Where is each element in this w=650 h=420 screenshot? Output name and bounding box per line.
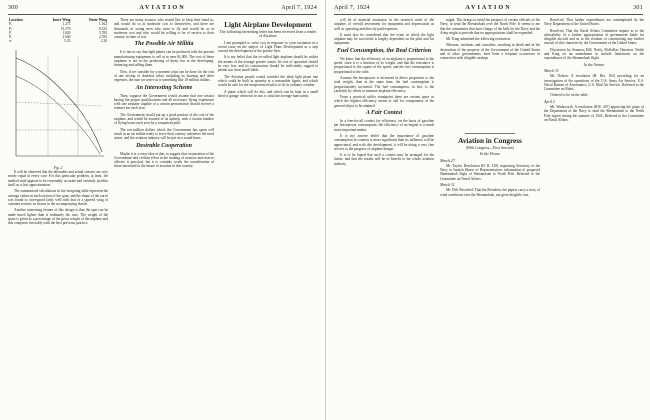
- table-cell: 1.273: [62, 22, 71, 27]
- stress-table: [8, 18, 108, 44]
- table-cell: 15,179: [60, 26, 71, 31]
- right-page: [325, 0, 650, 420]
- paragraph: A plane which will do this, and which can be kept in a small shed or garage when not in use, is what the average man wants.: [218, 89, 318, 98]
- right-column-1: [334, 18, 434, 416]
- table-cell: 1.162: [98, 22, 107, 27]
- right-column-2: [440, 18, 540, 416]
- paragraph: Whereas, incidents and casualties, resulting in death and in the destruction of the property of the Government of the United States and of other governments, have been a frequent occurrence in connection with dirigible airships.: [440, 43, 540, 61]
- table-cell: P₁: [9, 22, 13, 27]
- paragraph: Maybe it is a crazy idea at that, to suggest that cooperation of the Government and civilian effort in the training of aviators and reserve officers is practical, but it is certainly worth the consideration of those interested in the future of aviation in this country.: [114, 151, 214, 169]
- table-cell: 1.020: [62, 30, 71, 35]
- chamber-label: In the House: [479, 151, 501, 157]
- entry-date: March 31: [440, 183, 455, 188]
- section-heading: Fuel Consumption, the Real Criterion: [336, 47, 432, 54]
- table-row: [8, 39, 108, 43]
- paragraph: The Government would put up a good portion of the cost of the airplane, and would be assured of its upkeep, with a certain number of flying hours each year by a competent pilot.: [114, 112, 214, 126]
- table-cell: 3.700: [98, 30, 107, 35]
- table-cell: 2.640: [62, 35, 71, 40]
- article-subtitle: (68th Congress—First Session): [466, 146, 514, 150]
- left-column-1: [8, 18, 108, 416]
- paragraph: I am prompted to write you in response to your invitation in a recent issue on the subject of Light Plane Development as a step toward the development of the private flyer.: [218, 40, 318, 54]
- paragraph: It is fair to say that light planes can be produced with the present manufacturing equipment to sell at or near $1,000. The cost of these airplanes is not in the producing of them, but in the developing, financing and selling them.: [114, 50, 214, 68]
- article-title: Light Airplane Development: [224, 21, 312, 29]
- table-cell: 5.23: [64, 39, 71, 44]
- paragraph: Assume the horsepower is increased in direct proportion to the total weight, then at the same time, the fuel consumption is proportionately increased. The fuel consumption, in fact, is the yardstick by which to measure airplane efficiency.: [334, 75, 434, 93]
- paragraph: Discussion by Senators Dill, Neely, McKellar, Harrison, Walsh and King on an amendment to include limitations on the expenditures of the Shenandoah flight.: [544, 47, 644, 61]
- table-cell: w: [9, 39, 12, 44]
- entry-date: March 31: [544, 68, 559, 73]
- page-number: 301: [633, 4, 643, 11]
- paragraph: Mr. Wadsworth. A resolution (H.R. 267) approving the plans of the Department of the Navy to send the Shenandoah to the North Pole region during the summer of 1924. Referred to the Committee on Naval Affairs.: [544, 105, 644, 122]
- table-cell: 2.26: [100, 39, 107, 44]
- table-header: Outer Wing: [88, 18, 107, 22]
- table-cell: P₁: [9, 30, 13, 35]
- issue-date: April 7, 1924: [281, 4, 317, 11]
- stress-curve-graph: [8, 46, 108, 164]
- divider: [465, 133, 515, 134]
- table-header: Inner Wing: [52, 18, 71, 22]
- paragraph: The Aviation people would consider the ideal light plane one which could be built in quantity at a reasonable figure, and which would be safe for the inexperienced pilot to fly in ordinary weather.: [218, 74, 318, 88]
- table-cell: 2.550: [98, 35, 107, 40]
- section-heading: A Fair Contest: [365, 110, 403, 117]
- paragraph: The ten million dollars which the Government has spent will result in an air militia ready to serve their country whenever the need arises, and the aviation industry will be put on a sound basis.: [114, 127, 214, 141]
- section-heading: An Interesting Scheme: [135, 84, 193, 91]
- paragraph: Mr. Taylor. Resolution (H. R. 149) requesting Secretary of the Navy to furnish House of Representatives information of proposed Shenandoah flight of Shenandoah to North Pole. Referred to the Committee on Naval Affairs.: [440, 163, 540, 181]
- paragraph: Mr. Nelson. A resolution (H. Res. 163) providing for an investigation of the operations of the U.S. Army Air Service, U.S. Naval Bureau of Aeronautics, U.S. Mail Air Service. Referred to the Committee on Rules.: [544, 74, 644, 92]
- paragraph: We know that the efficiency of an airplane is proportional to the speed, since it is a function of its weight, and that the resistance is proportional to the square of the speed, and the fuel consumption is proportional to the cube.: [334, 56, 434, 74]
- paragraph: Ordered to lie on the table.: [550, 93, 589, 98]
- issue-date: April 7, 1924: [334, 4, 370, 11]
- paragraph: Another interesting feature of this design is that the spar can be made much lighter than is ordinarily the case. The weight of the spars is given as a percentage of the gross weight of the airplane and this compares favorably with the best previous practice.: [8, 208, 108, 226]
- section-heading: Desirable Cooperation: [136, 142, 192, 149]
- entry-date: March 27: [440, 158, 455, 163]
- table-header: Location: [9, 18, 23, 22]
- paragraph: It is my belief that the so-called light airplane should be within the means of the average private owner. Its cost of operation should be very low, and its construction should be sufficiently rugged to permit use from small fields.: [218, 55, 318, 73]
- chamber-label: In the Senate: [583, 61, 605, 67]
- paragraph: Now, if we consider for a moment what can be done for the cost of one airship of doubtful value, including its housing and other expenses, the sum we arrive at is something like 10 million dollars.: [114, 69, 214, 83]
- journal-title: AVIATION: [465, 4, 512, 11]
- page-number: 300: [8, 4, 18, 11]
- entry-date: April 2: [544, 99, 555, 104]
- section-heading: The Possible Air Militia: [134, 41, 194, 48]
- paragraph: It is my sincere belief that the importance of gasoline consumption in contests is more significant than its influence will be appreciated, and with this development, it will be doing a very fine service to the progress of airplane design.: [334, 133, 434, 151]
- paragraph: In a free-for-all contest for efficiency, on the basis of gasoline per horsepower consumption, the efficiency of an engine is a much more important matter.: [334, 119, 434, 132]
- paragraph: It will be observed that the allowable and actual stresses are very nearly equal in every case. For this particular problem, at least, the method used appears to be reasonably accurate and certainly justifies itself as a first approximation.: [8, 170, 108, 187]
- paragraph: It is to be hoped that such a contest may be arranged for the future, and that the results will be of benefit to the whole aviation industry.: [334, 153, 434, 166]
- paragraph: Then, suppose the Government would assume that one aviator having the proper qualifications and all necessary flying experience with one airplane capable of a certain performance should receive a retainer fee each year.: [114, 93, 214, 111]
- paragraph: Resolved, That the Naval Affairs Committee inquire as to the advisability of a further appropriation of government funds for dirigible aircraft and as to the wisdom of constructing any further aircraft of this character by the Government of the United States.: [544, 28, 644, 46]
- table-cell: P₂: [9, 35, 13, 40]
- column-top-block: [440, 18, 540, 130]
- paragraph: It must also be considered that the event in which the light airplane may be successful is largely dependent on the pilot and his equipment.: [334, 32, 434, 46]
- paragraph: Mr. King submitted the following resolution:: [446, 37, 511, 42]
- left-column-2: [114, 18, 214, 416]
- paragraph: The summarized calculations in the foregoing table represent the average values in each section of the span, and the shape of the curve was found to correspond fairly well with that of a tapered wing of constant section, as shown in the accompanying sketch.: [8, 189, 108, 207]
- table-cell: Pᵤ: [9, 26, 13, 31]
- article-subtitle: The following interesting letter has been received from a reader of Aviation:: [219, 30, 317, 39]
- header-rule: [8, 14, 317, 15]
- paragraph: Resolved, That further expenditures are contemplated by the Navy Department of the United States.: [544, 18, 644, 27]
- header-rule: [334, 14, 643, 15]
- article-title: Aviation in Congress: [458, 137, 522, 145]
- table-cell: 8,525: [98, 26, 107, 31]
- journal-title: AVIATION: [139, 4, 186, 11]
- paragraph: will be of material assistance in the research work of the airplane, of overall investment for equipment and depreciation as well as operating and directly paid expenses.: [334, 18, 434, 31]
- graph-caption: Fig. 2: [53, 165, 63, 170]
- paragraph: From a practical utility standpoint there are certain types in which the highest efficiency seems to call for compromise of the general object to be attained.: [334, 95, 434, 108]
- left-column-3: [218, 18, 318, 416]
- paragraph: There are many aviators who would like to keep their hand in, and would do so at moderate cost to themselves, and there are thousands of young men who want to fly and would do so at moderate cost and who would be willing to be of service to their country in time of war.: [114, 18, 214, 40]
- paragraph: might. This brings to mind the prospect of certain officials of the Navy, to send the Shenandoah over the North Pole. It seems to me that the committees that have charge of the bills for the Navy and the Army might to provide that no appropriations shall be expended.: [440, 18, 540, 35]
- right-column-3: [544, 18, 644, 416]
- paragraph: Mr. Dill. Resolved, That the President, the papers carry a story of wind conditions over the Shenandoah, not great dirigible, last.: [440, 188, 540, 197]
